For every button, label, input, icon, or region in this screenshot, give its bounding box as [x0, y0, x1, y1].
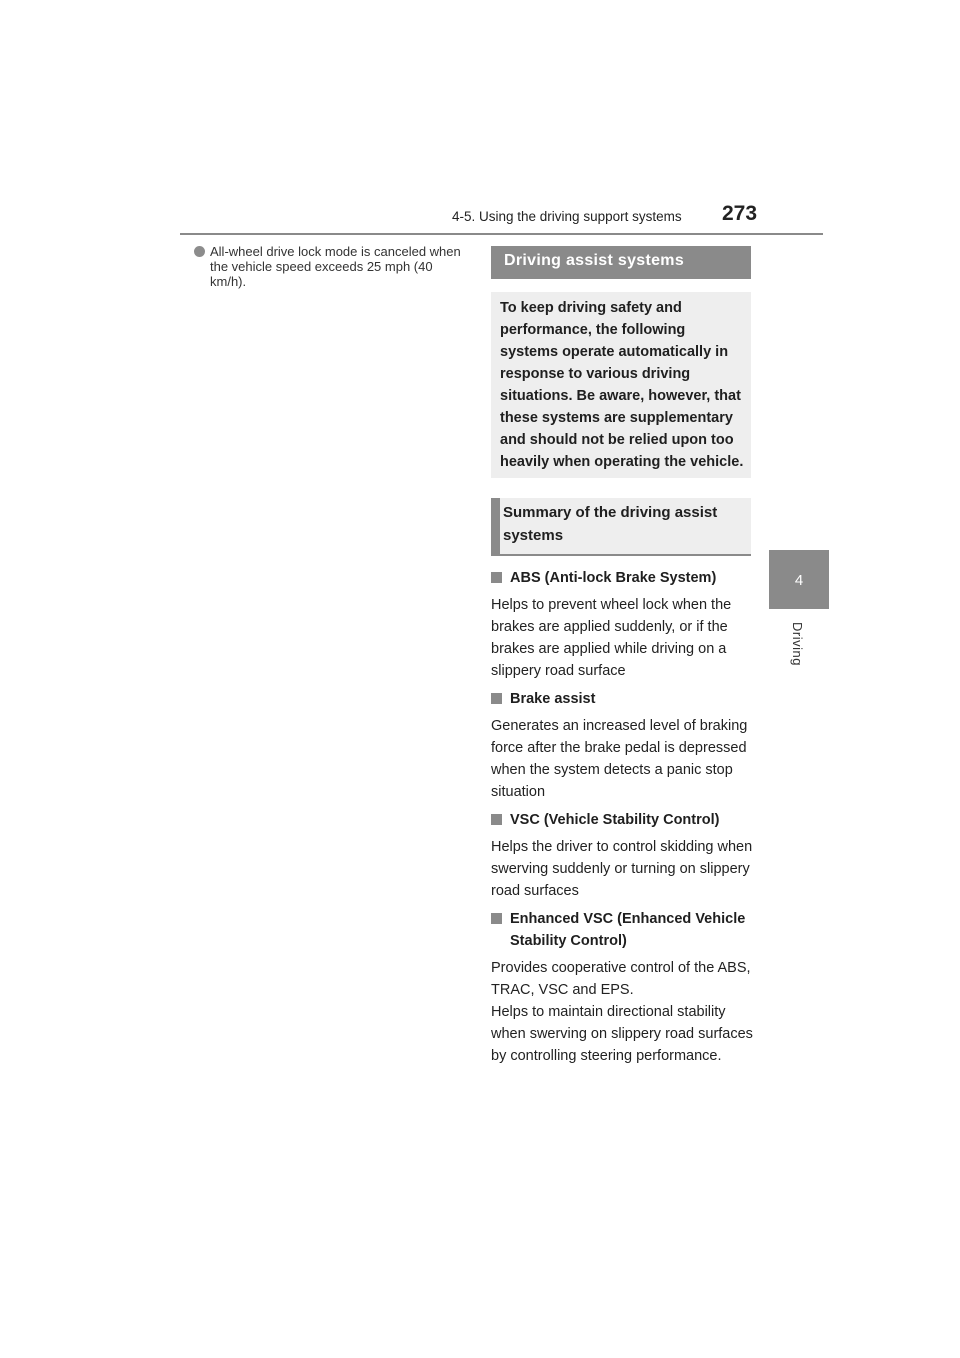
left-column-note	[210, 244, 472, 289]
square-bullet-icon	[491, 572, 502, 583]
list-item	[491, 688, 753, 803]
item-title: Enhanced VSC (Enhanced Vehicle Stability Control)	[491, 908, 753, 952]
assist-systems-list	[491, 561, 753, 1071]
chapter-label: Driving	[790, 622, 805, 666]
item-title: Brake assist	[491, 688, 753, 710]
item-body: Helps the driver to control skidding when swerving suddenly or turning on slippery road surfaces	[491, 839, 753, 899]
intro-text: To keep driving safety and performance, the following systems operate automatically in response to various driving situations. Be aware, however, that these systems are supplementary and should not be relied upon too heavily when operating the vehicle.	[500, 300, 744, 470]
item-title: ABS (Anti-lock Brake System)	[491, 567, 753, 589]
chapter-tab	[769, 550, 829, 609]
bullet-icon	[194, 246, 205, 257]
section-title-box	[491, 246, 751, 279]
item-title: VSC (Vehicle Stability Control)	[491, 809, 753, 831]
page-number: 273	[722, 202, 758, 225]
summary-heading-box	[491, 498, 751, 556]
header-rule	[180, 233, 823, 235]
item-body: Provides cooperative control of the ABS, TRAC, VSC and EPS. Helps to maintain directional stability when swerving on slippery road surfaces by controlling steering performance.	[491, 960, 753, 1064]
square-bullet-icon	[491, 913, 502, 924]
chapter-number: 4	[794, 572, 804, 589]
square-bullet-icon	[491, 814, 502, 825]
note-text: All-wheel drive lock mode is canceled when the vehicle speed exceeds 25 mph (40 km/h).	[210, 244, 461, 289]
section-title: Driving assist systems	[504, 252, 685, 269]
item-body: Generates an increased level of braking force after the brake pedal is depressed when the system detects a panic stop situation	[491, 718, 748, 800]
intro-box	[491, 292, 751, 478]
list-item	[491, 908, 753, 1067]
summary-heading: Summary of the driving assist systems	[503, 504, 718, 544]
section-header: 4-5. Using the driving support systems	[452, 209, 682, 224]
item-body: Helps to prevent wheel lock when the brakes are applied suddenly, or if the brakes are applied while driving on a slippery road surface	[491, 597, 732, 679]
square-bullet-icon	[491, 693, 502, 704]
summary-accent-bar	[491, 498, 500, 554]
list-item	[491, 567, 753, 682]
list-item	[491, 809, 753, 902]
